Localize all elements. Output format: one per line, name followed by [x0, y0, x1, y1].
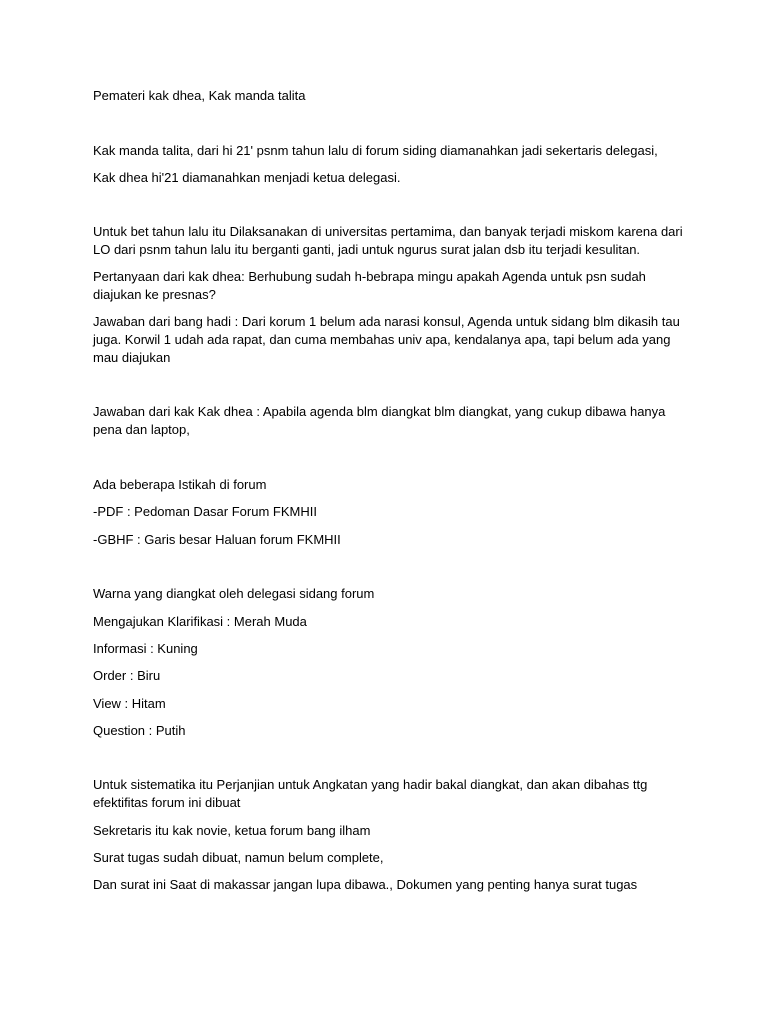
paragraph-speakers: Pemateri kak dhea, Kak manda talita	[93, 88, 306, 103]
paragraph-dhea: Kak dhea hi'21 diamanahkan menjadi ketua delegasi.	[93, 170, 401, 185]
paragraph-term-pdf: -PDF : Pedoman Dasar Forum FKMHII	[93, 504, 317, 519]
paragraph-color-question: Question : Putih	[93, 723, 186, 738]
paragraph-color-view: View : Hitam	[93, 696, 166, 711]
paragraph-color-clarification: Mengajukan Klarifikasi : Merah Muda	[93, 614, 307, 629]
paragraph-color-order: Order : Biru	[93, 668, 161, 683]
paragraph-makassar: Dan surat ini Saat di makassar jangan lupa dibawa., Dokumen yang penting hanya surat tugas	[93, 877, 638, 892]
paragraph-question: Pertanyaan dari kak dhea: Berhubung sudah h-bebrapa mingu apakah Agenda untuk psn sudah diajukan ke presnas?	[93, 269, 646, 302]
paragraph-terms-heading: Ada beberapa Istikah di forum	[93, 477, 267, 492]
paragraph-secretary: Sekretaris itu kak novie, ketua forum bang ilham	[93, 823, 371, 838]
paragraph-assignment-letter: Surat tugas sudah dibuat, namun belum complete,	[93, 850, 384, 865]
paragraph-last-year: Untuk bet tahun lalu itu Dilaksanakan di universitas pertamima, dan banyak terjadi miskom karena dari LO dari psnm tahun lalu itu berganti ganti, jadi untuk ngurus surat jalan dsb itu terjadi kesulitan.	[93, 224, 683, 257]
paragraph-colors-heading: Warna yang diangkat oleh delegasi sidang forum	[93, 586, 375, 601]
paragraph-term-gbhf: -GBHF : Garis besar Haluan forum FKMHII	[93, 532, 341, 547]
paragraph-manda-talita: Kak manda talita, dari hi 21' psnm tahun lalu di forum siding diamanahkan jadi sekertaris delegasi,	[93, 143, 658, 158]
paragraph-color-information: Informasi : Kuning	[93, 641, 198, 656]
paragraph-answer-dhea: Jawaban dari kak Kak dhea : Apabila agenda blm diangkat blm diangkat, yang cukup dibawa hanya pena dan laptop,	[93, 404, 666, 437]
paragraph-answer-hadi: Jawaban dari bang hadi : Dari korum 1 belum ada narasi konsul, Agenda untuk sidang blm dikasih tau juga. Korwil 1 udah ada rapat, dan cuma membahas univ apa, kendalanya apa, tapi belum ada yang mau diajukan	[93, 314, 680, 365]
paragraph-systematics: Untuk sistematika itu Perjanjian untuk Angkatan yang hadir bakal diangkat, dan akan dibahas ttg efektifitas forum ini dibuat	[93, 777, 648, 810]
